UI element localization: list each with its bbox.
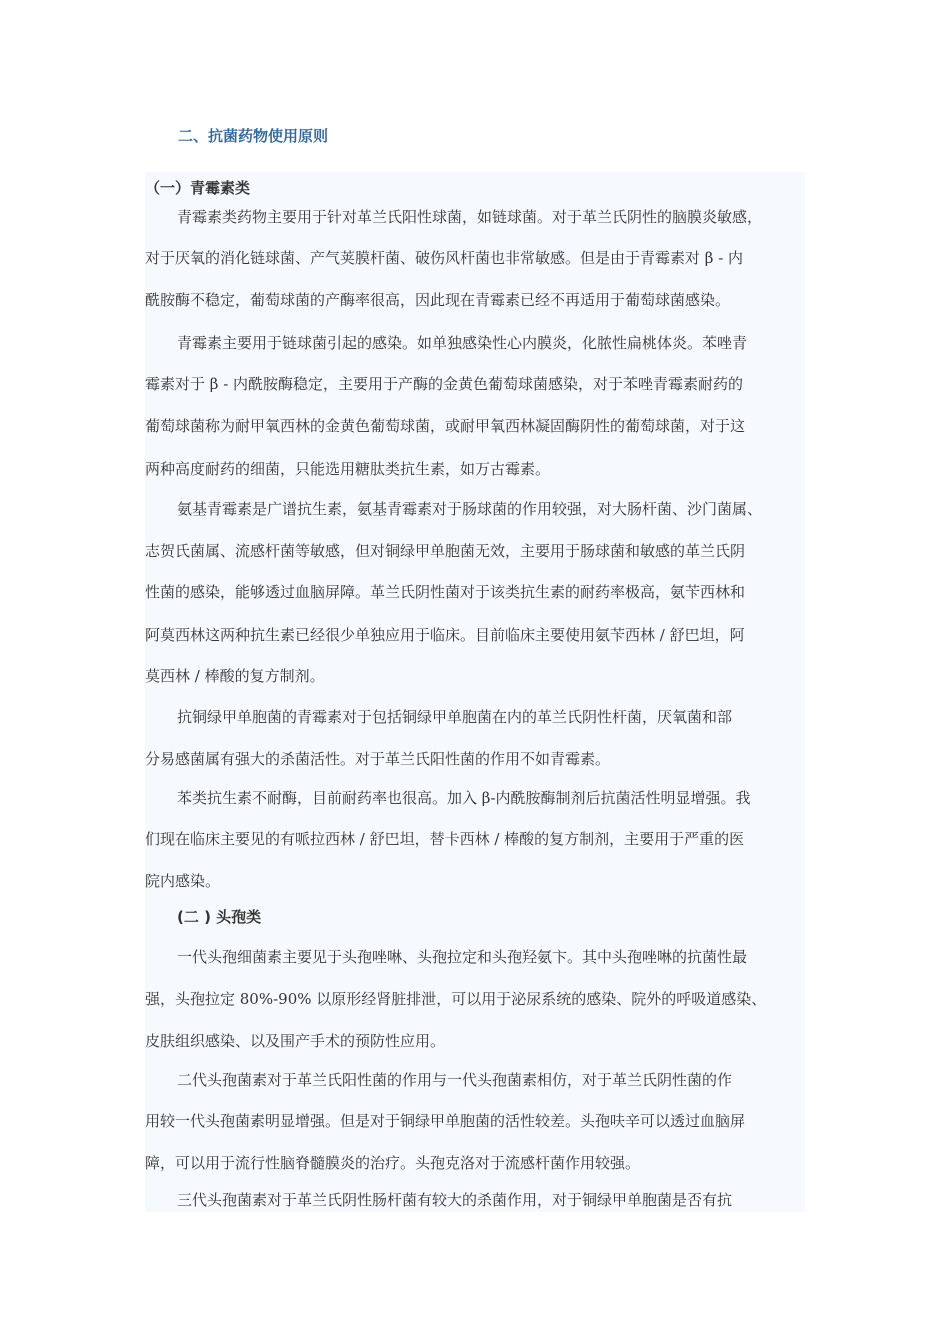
section-heading: (二 ) 头孢类 [177, 908, 262, 926]
paragraph-line: 酰胺酶不稳定，葡萄球菌的产酶率很高，因此现在青霉素已经不再适用于葡萄球菌感染。 [145, 291, 731, 309]
paragraph-line: 对于厌氧的消化链球菌、产气荚膜杆菌、破伤风杆菌也非常敏感。但是由于青霉素对 β - 内 [145, 249, 744, 267]
paragraph-line: 强，头孢拉定 80%-90% 以原形经肾脏排泄，可以用于泌尿系统的感染、院外的呼吸道感染、 [145, 990, 767, 1008]
paragraph-line: 青霉素类药物主要用于针对革兰氏阳性球菌，如链球菌。对于革兰氏阴性的脑膜炎敏感， [177, 208, 763, 226]
paragraph-line: 葡萄球菌称为耐甲氧西林的金黄色葡萄球菌，或耐甲氧西林凝固酶阴性的葡萄球菌，对于这 [145, 417, 746, 435]
paragraph-line: 阿莫西林这两种抗生素已经很少单独应用于临床。目前临床主要使用氨苄西林 / 舒巴坦，阿 [145, 626, 745, 644]
paragraph-line: 性菌的感染，能够透过血脑屏障。革兰氏阴性菌对于该类抗生素的耐药率极高，氨苄西林和 [145, 583, 746, 601]
paragraph-line: 两种高度耐药的细菌，只能选用糖肽类抗生素，如万古霉素。 [145, 460, 551, 478]
document-body [145, 172, 805, 1212]
paragraph-line: 苯类抗生素不耐酶，目前耐药率也很高。加入 β-内酰胺酶制剂后抗菌活性明显增强。我 [177, 789, 751, 807]
paragraph-line: 莫西林 / 棒酸的复方制剂。 [145, 667, 325, 685]
paragraph-line: 氨基青霉素是广谱抗生素，氨基青霉素对于肠球菌的作用较强，对大肠杆菌、沙门菌属、 [177, 500, 763, 518]
paragraph-line: 院内感染。 [145, 872, 221, 890]
paragraph-line: 皮肤组织感染、以及围产手术的预防性应用。 [145, 1032, 446, 1050]
paragraph-line: 抗铜绿甲单胞菌的青霉素对于包括铜绿甲单胞菌在内的革兰氏阴性杆菌，厌氧菌和部 [177, 708, 733, 726]
paragraph-line: 三代头孢菌素对于革兰氏阴性肠杆菌有较大的杀菌作用，对于铜绿甲单胞菌是否有抗 [177, 1191, 733, 1209]
page-title: 二、抗菌药物使用原则 [178, 127, 329, 145]
paragraph-line: 霉素对于 β - 内酰胺酶稳定，主要用于产酶的金黄色葡萄球菌感染，对于苯唑青霉素耐药的 [145, 375, 744, 393]
paragraph-line: 障，可以用于流行性脑脊髓膜炎的治疗。头孢克洛对于流感杆菌作用较强。 [145, 1154, 641, 1172]
paragraph-line: 用较一代头孢菌素明显增强。但是对于铜绿甲单胞菌的活性较差。头孢呋辛可以透过血脑屏 [145, 1112, 746, 1130]
paragraph-line: 志贺氏菌属、流感杆菌等敏感，但对铜绿甲单胞菌无效，主要用于肠球菌和敏感的革兰氏阴 [145, 542, 746, 560]
paragraph-line: 青霉素主要用于链球菌引起的感染。如单独感染性心内膜炎，化脓性扁桃体炎。苯唑青 [177, 334, 748, 352]
paragraph-line: 一代头孢细菌素主要见于头孢唑啉、头孢拉定和头孢羟氨卞。其中头孢唑啉的抗菌性最 [177, 948, 748, 966]
section-heading: （一）青霉素类 [145, 179, 251, 197]
paragraph-line: 们现在临床主要见的有哌拉西林 / 舒巴坦，替卡西林 / 棒酸的复方制剂，主要用于严重的医 [145, 830, 745, 848]
paragraph-line: 分易感菌属有强大的杀菌活性。对于革兰氏阳性菌的作用不如青霉素。 [145, 750, 611, 768]
paragraph-line: 二代头孢菌素对于革兰氏阳性菌的作用与一代头孢菌素相仿，对于革兰氏阴性菌的作 [177, 1071, 733, 1089]
